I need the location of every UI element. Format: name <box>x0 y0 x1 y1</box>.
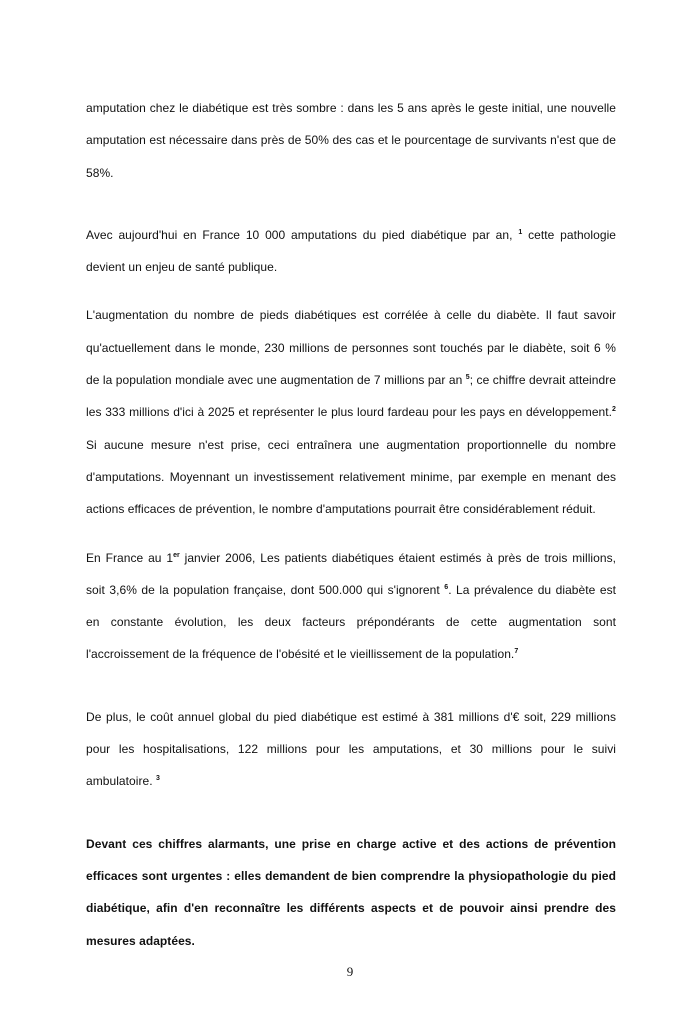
paragraph-text: Devant ces chiffres alarmants, une prise en charge active et des actions de prévention efficaces sont urgentes : elles demandent de bien comprendre la physiopathologie du pied diabétique, afin d'en reconnaître les différents aspects et de pouvoir ainsi prendre des mesures adaptées. <box>86 836 616 948</box>
spacer <box>86 798 616 828</box>
paragraph-text: amputation chez le diabétique est très sombre : dans les 5 ans après le geste initial, une nouvelle amputation est nécessaire dans près de 50% des cas et le pourcentage de survivants n'est que de 58%. <box>86 101 616 180</box>
document-body <box>86 92 616 957</box>
paragraph-text: De plus, le coût annuel global du pied diabétique est estimé à 381 millions d'€ soit, 229 millions pour les hospitalisations, 122 millions pour les amputations, et 30 millions pour le suivi ambulatoire. <box>86 709 616 789</box>
paragraph-diabetes-increase <box>86 299 616 525</box>
paragraph-amputation-prognosis <box>86 92 616 189</box>
paragraph-text: Avec aujourd'hui en France 10 000 amputations du pied diabétique par an, <box>86 227 513 242</box>
paragraph-text: Si aucune mesure n'est prise, ceci entraînera une augmentation proportionnelle du nombre d'amputations. Moyennant un investissement relativement minime, par exemple en menant des actions efficaces de prévention, le nombre d'amputations pourrait être considérablement réduit. <box>86 437 616 517</box>
reference-2: 2 <box>612 406 616 414</box>
paragraph-conclusion <box>86 828 616 957</box>
spacer <box>86 526 616 542</box>
paragraph-text: L'augmentation du nombre de pieds diabétiques est corrélée à celle du diabète. Il faut savoir qu'actuellement dans le monde, 230 millions de personnes sont touchés par le diabète, soit 6 % de la population mondiale avec une augmentation de 7 millions par an <box>86 308 616 388</box>
paragraph-text: cette pathologie devient un enjeu de santé publique. <box>86 227 617 275</box>
ordinal-suffix: er <box>173 551 180 559</box>
spacer <box>86 283 616 299</box>
paragraph-annual-cost <box>86 701 616 798</box>
paragraph-text: ; ce chiffre devrait atteindre les 333 millions d'ici à 2025 et représenter le plus lourd fardeau pour les pays en développement. <box>86 373 616 420</box>
reference-7: 7 <box>514 648 519 656</box>
paragraph-france-2006 <box>86 542 616 671</box>
paragraph-text: . La prévalence du diabète est en constante évolution, les deux facteurs prépondérants de cette augmentation sont l'accroissement de la fréquence de l'obésité et le vieillissement de la population. <box>86 582 616 662</box>
page-number: 9 <box>346 964 354 979</box>
reference-1: 1 <box>518 228 523 236</box>
reference-6: 6 <box>444 583 449 591</box>
paragraph-text: janvier 2006, Les patients diabétiques étaient estimés à près de trois millions, soit 3,6% de la population française, dont 500.000 qui s'ignorent <box>86 550 617 597</box>
spacer <box>86 671 616 701</box>
paragraph-public-health <box>86 219 616 284</box>
reference-3: 3 <box>156 775 160 783</box>
paragraph-text: En France au 1 <box>86 550 174 565</box>
spacer <box>86 189 616 219</box>
reference-5: 5 <box>465 374 470 382</box>
